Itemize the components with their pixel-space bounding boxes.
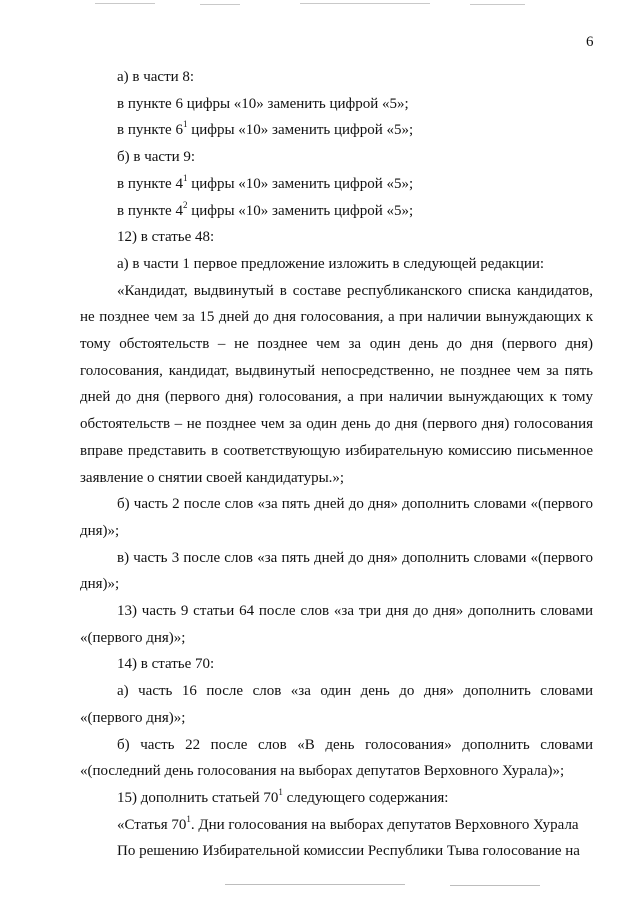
paragraph xyxy=(80,171,593,198)
superscript: 1 xyxy=(182,119,188,130)
scan-streak xyxy=(200,4,240,5)
scan-streak xyxy=(300,3,430,4)
page-number: 6 xyxy=(586,34,594,50)
paragraph-text: «Статья 70 xyxy=(117,816,187,833)
paragraph-text: в пункте 4 xyxy=(117,202,183,219)
paragraph: б) часть 2 после слов «за пять дней до дня» дополнить словами «(первого дня)»; xyxy=(80,496,593,539)
superscript: 1 xyxy=(278,786,283,797)
paragraph xyxy=(80,785,593,812)
paragraph-text: цифры «10» заменить цифрой «5»; xyxy=(187,202,414,219)
paragraph: а) часть 16 после слов «за один день до дня» дополнить словами «(первого дня)»; xyxy=(80,683,593,726)
paragraph: б) в части 9: xyxy=(117,149,196,166)
paragraph: По решению Избирательной комиссии Республики Тыва голосование на xyxy=(117,843,580,860)
paragraph-text: в пункте 6 xyxy=(117,122,183,139)
paragraph: 14) в статье 70: xyxy=(117,656,215,673)
document-body xyxy=(80,64,593,865)
paragraph: б) часть 22 после слов «В день голосования» дополнить словами «(последний день голосования на выборах депутатов Верховного Хурала)»; xyxy=(80,736,593,780)
superscript: 2 xyxy=(182,199,188,210)
paragraph-text: следующего содержания: xyxy=(282,789,449,806)
paragraph: в пункте 6 цифры «10» заменить цифрой «5»; xyxy=(117,95,409,112)
scan-streak xyxy=(450,885,540,886)
paragraph xyxy=(80,198,593,225)
paragraph: а) в части 1 первое предложение изложить в следующей редакции: xyxy=(117,255,545,272)
paragraph-text: 15) дополнить статьей 70 xyxy=(117,789,279,806)
superscript: 1 xyxy=(182,172,188,183)
scan-streak xyxy=(470,4,525,5)
paragraph-text: цифры «10» заменить цифрой «5»; xyxy=(187,122,414,139)
article-heading xyxy=(80,812,593,839)
scan-streak xyxy=(225,884,405,885)
paragraph-text: . Дни голосования на выборах депутатов Верховного Хурала xyxy=(190,816,579,833)
paragraph: а) в части 8: xyxy=(117,69,195,85)
paragraph xyxy=(80,117,593,144)
paragraph: 13) часть 9 статьи 64 после слов «за три дня до дня» дополнить словами «(первого дня)»; xyxy=(80,603,593,646)
paragraph-text: в пункте 4 xyxy=(117,175,183,192)
paragraph: 12) в статье 48: xyxy=(117,229,215,246)
paragraph: в) часть 3 после слов «за пять дней до дня» дополнить словами «(первого дня)»; xyxy=(80,549,593,593)
scan-streak xyxy=(95,3,155,4)
paragraph: «Кандидат, выдвинутый в составе республиканского списка кандидатов, не позднее чем за 15 дней до дня голосования, а при наличии вынуждающих к тому обстоятельств – не позднее чем за один день до дня (первого дня) голосования, кандидат, выдвинутый непосредственно, не позднее чем за пять дней до дня (первого дня) голосования, а при наличии вынуждающих к тому обстоятельств – не позднее чем за один день до дня (первого дня) голосования вправе представить в соответствующую избирательную комиссию письменное заявление о снятии своей кандидатуры.»; xyxy=(80,282,593,486)
superscript: 1 xyxy=(186,813,191,824)
paragraph-text: цифры «10» заменить цифрой «5»; xyxy=(187,175,414,192)
